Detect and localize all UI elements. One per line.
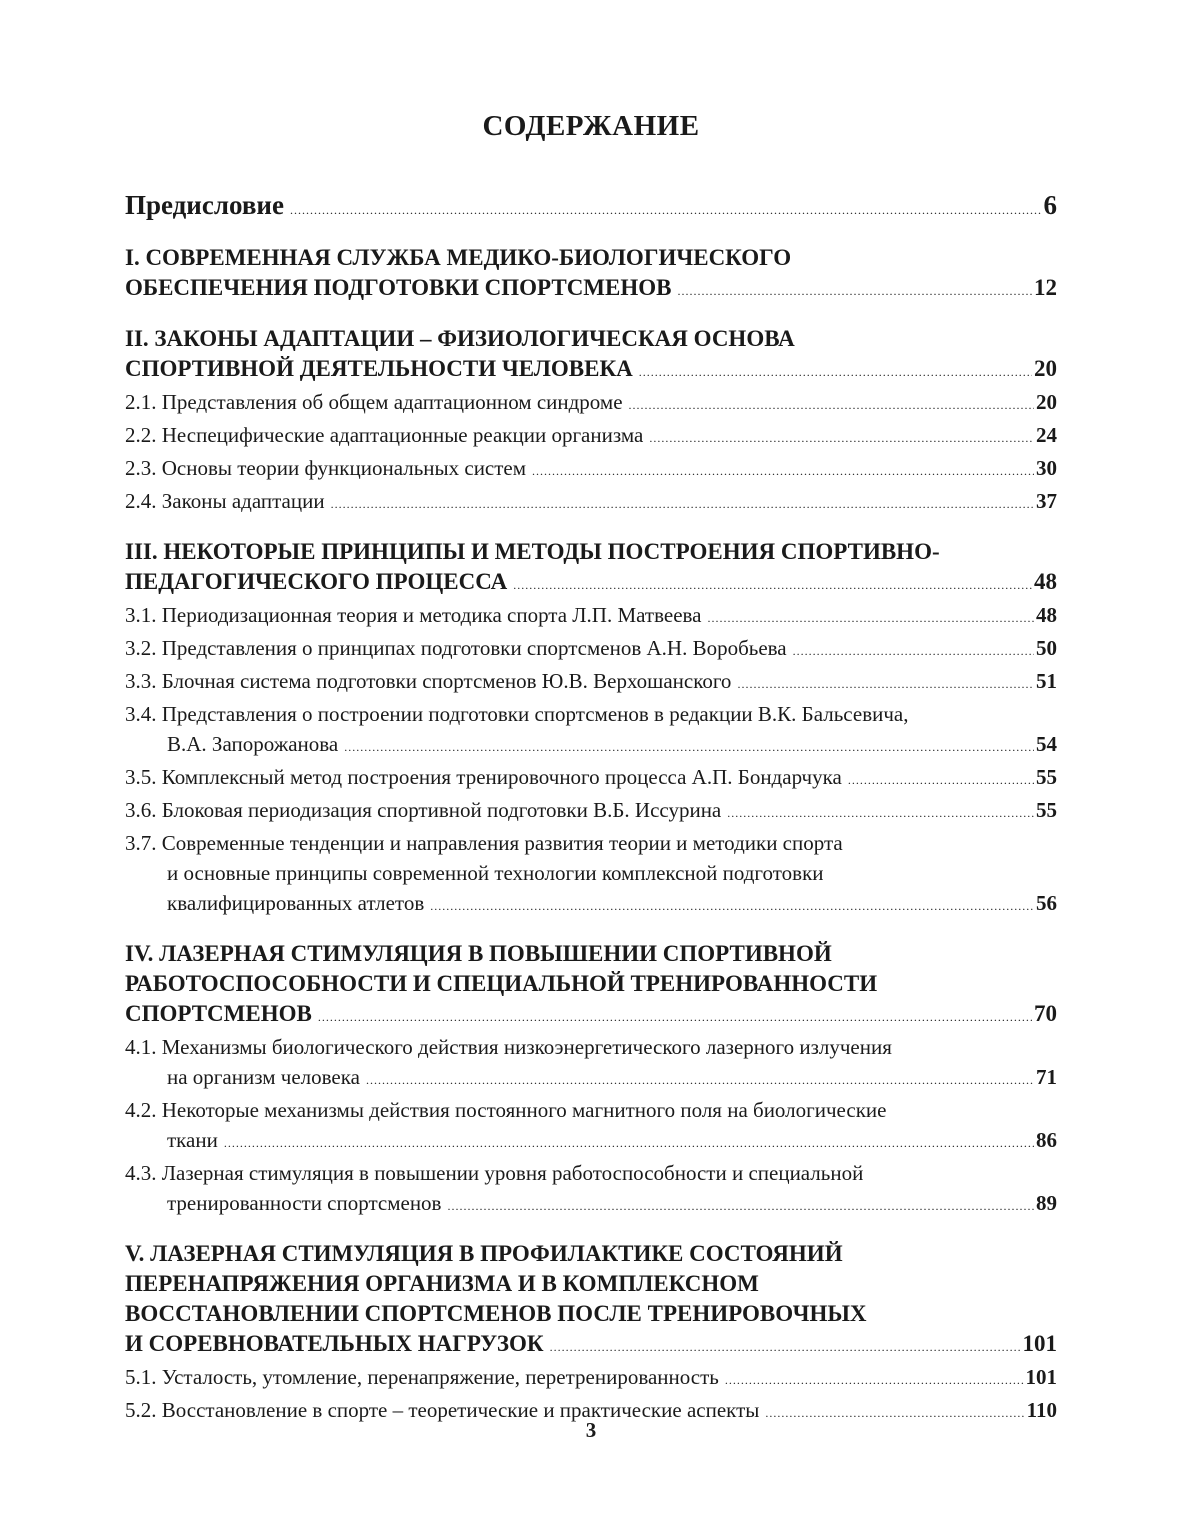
item-text-line: 4.1. Механизмы биологического действия низкоэнергетического лазерного излучения: [125, 1035, 892, 1059]
item-entry: [125, 600, 1057, 633]
leader-dots: [366, 1065, 1034, 1095]
item-text-line: 3.4. Представления о построении подготовки спортсменов в редакции В.К. Бальсевича,: [125, 702, 909, 726]
leader-dots: [513, 570, 1032, 600]
item-title: 2.4. Законы адаптации: [125, 489, 325, 513]
item-page: 55: [1036, 798, 1057, 822]
toc-item[interactable]: [125, 795, 1057, 828]
item-page: 51: [1036, 669, 1057, 693]
page-title: СОДЕРЖАНИЕ: [482, 110, 700, 142]
section-title: ОБЕСПЕЧЕНИЯ ПОДГОТОВКИ СПОРТСМЕНОВ: [125, 275, 672, 300]
section-page: 20: [1034, 356, 1057, 381]
item-text-line: и основные принципы современной технологии комплексной подготовки: [167, 861, 824, 885]
section-page: 70: [1034, 1001, 1057, 1026]
table-of-contents: [125, 186, 1057, 1446]
leader-dots: [430, 891, 1034, 921]
item-page: 24: [1036, 423, 1057, 447]
item-page: 54: [1036, 732, 1057, 756]
section-title: СПОРТИВНОЙ ДЕЯТЕЛЬНОСТИ ЧЕЛОВЕКА: [125, 356, 633, 381]
preface-label: Предисловие: [125, 190, 284, 220]
item-entry: [125, 387, 1057, 420]
leader-dots: [677, 276, 1032, 306]
sections-list: [125, 243, 1057, 1428]
section-title-line: ВОССТАНОВЛЕНИИ СПОРТСМЕНОВ ПОСЛЕ ТРЕНИРОВОЧНЫХ: [125, 1301, 867, 1326]
preface-page: 6: [1043, 190, 1057, 220]
item-entry: [125, 729, 1057, 762]
item-page: 86: [1036, 1128, 1057, 1152]
item-title: 3.2. Представления о принципах подготовки спортсменов А.Н. Воробьева: [125, 636, 787, 660]
toc-item[interactable]: [125, 387, 1057, 420]
item-page: 37: [1036, 489, 1057, 513]
item-title: ткани: [167, 1128, 218, 1152]
item-entry: [125, 420, 1057, 453]
leader-dots: [344, 732, 1034, 762]
item-text-line: 3.7. Современные тенденции и направления развития теории и методики спорта: [125, 831, 843, 855]
preface-entry[interactable]: [125, 186, 1057, 229]
section-entry[interactable]: [125, 1329, 1057, 1362]
leader-dots: [725, 1365, 1024, 1395]
item-title: на организм человека: [167, 1065, 360, 1089]
item-title: 3.6. Блоковая периодизация спортивной подготовки В.Б. Иссурина: [125, 798, 722, 822]
section-entry[interactable]: [125, 354, 1057, 387]
section-title: ПЕДАГОГИЧЕСКОГО ПРОЦЕССА: [125, 569, 508, 594]
section-title-line: РАБОТОСПОСОБНОСТИ И СПЕЦИАЛЬНОЙ ТРЕНИРОВАННОСТИ: [125, 971, 878, 996]
leader-dots: [707, 603, 1034, 633]
toc-section: [125, 537, 1057, 921]
leader-dots: [318, 1002, 1032, 1032]
toc-item[interactable]: [125, 600, 1057, 633]
toc-item[interactable]: [125, 453, 1057, 486]
item-page: 48: [1036, 603, 1057, 627]
item-title: 2.3. Основы теории функциональных систем: [125, 456, 527, 480]
toc-item[interactable]: [125, 1032, 1057, 1095]
toc-section: [125, 1239, 1057, 1428]
item-title: В.А. Запорожанова: [167, 732, 339, 756]
section-title-line: III. НЕКОТОРЫЕ ПРИНЦИПЫ И МЕТОДЫ ПОСТРОЕНИЯ СПОРТИВНО-: [125, 539, 940, 564]
section-title-line: V. ЛАЗЕРНАЯ СТИМУЛЯЦИЯ В ПРОФИЛАКТИКЕ СОСТОЯНИЙ: [125, 1241, 843, 1266]
item-entry: [125, 1362, 1057, 1395]
leader-dots: [629, 390, 1034, 420]
item-page: 71: [1036, 1065, 1057, 1089]
toc-item[interactable]: [125, 1362, 1057, 1395]
toc-item[interactable]: [125, 420, 1057, 453]
section-title-line: ПЕРЕНАПРЯЖЕНИЯ ОРГАНИЗМА И В КОМПЛЕКСНОМ: [125, 1271, 759, 1296]
item-title: 3.1. Периодизационная теория и методика спорта Л.П. Матвеева: [125, 603, 702, 627]
section-page: 12: [1034, 275, 1057, 300]
item-entry: [125, 486, 1057, 519]
item-title: 2.1. Представления об общем адаптационном синдроме: [125, 390, 623, 414]
section-title: И СОРЕВНОВАТЕЛЬНЫХ НАГРУЗОК: [125, 1331, 544, 1356]
item-page: 55: [1036, 765, 1057, 789]
item-page: 89: [1036, 1191, 1057, 1215]
item-page: 50: [1036, 636, 1057, 660]
item-title: квалифицированных атлетов: [167, 891, 425, 915]
toc-section: [125, 324, 1057, 519]
item-title: 2.2. Неспецифические адаптационные реакции организма: [125, 423, 644, 447]
toc-item[interactable]: [125, 666, 1057, 699]
section-page: 101: [1022, 1331, 1057, 1356]
toc-item[interactable]: [125, 762, 1057, 795]
toc-item[interactable]: [125, 1095, 1057, 1158]
leader-dots: [290, 191, 1042, 229]
item-page: 20: [1036, 390, 1057, 414]
toc-section: [125, 939, 1057, 1221]
leader-dots: [331, 489, 1034, 519]
leader-dots: [727, 798, 1034, 828]
item-text-line: 4.3. Лазерная стимуляция в повышении уровня работоспособности и специальной: [125, 1161, 864, 1185]
item-entry: [125, 633, 1057, 666]
leader-dots: [793, 636, 1034, 666]
item-page: 56: [1036, 891, 1057, 915]
section-title-line: I. СОВРЕМЕННАЯ СЛУЖБА МЕДИКО-БИОЛОГИЧЕСКОГО: [125, 245, 792, 270]
section-title: СПОРТСМЕНОВ: [125, 1001, 312, 1026]
item-entry: [125, 453, 1057, 486]
leader-dots: [848, 765, 1034, 795]
item-text-line: 4.2. Некоторые механизмы действия постоянного магнитного поля на биологические: [125, 1098, 887, 1122]
leader-dots: [224, 1128, 1034, 1158]
section-entry[interactable]: [125, 273, 1057, 306]
item-title: 3.3. Блочная система подготовки спортсменов Ю.В. Верхошанского: [125, 669, 732, 693]
leader-dots: [447, 1191, 1034, 1221]
toc-item[interactable]: [125, 1158, 1057, 1221]
item-entry: [125, 762, 1057, 795]
item-entry: [125, 666, 1057, 699]
item-entry: [125, 1062, 1057, 1095]
leader-dots: [737, 669, 1034, 699]
leader-dots: [532, 456, 1034, 486]
toc-item[interactable]: [125, 633, 1057, 666]
item-page: 110: [1026, 1398, 1057, 1422]
item-page: 30: [1036, 456, 1057, 480]
toc-item[interactable]: [125, 828, 1057, 921]
section-title-line: IV. ЛАЗЕРНАЯ СТИМУЛЯЦИЯ В ПОВЫШЕНИИ СПОРТИВНОЙ: [125, 941, 832, 966]
section-title-line: II. ЗАКОНЫ АДАПТАЦИИ – ФИЗИОЛОГИЧЕСКАЯ ОСНОВА: [125, 326, 795, 351]
item-title: 5.1. Усталость, утомление, перенапряжение, перетренированность: [125, 1365, 719, 1389]
toc-item[interactable]: [125, 486, 1057, 519]
item-entry: [125, 888, 1057, 921]
item-entry: [125, 1188, 1057, 1221]
toc-item[interactable]: [125, 699, 1057, 762]
section-page: 48: [1034, 569, 1057, 594]
page-number: 3: [585, 1418, 597, 1442]
section-entry[interactable]: [125, 567, 1057, 600]
item-title: 5.2. Восстановление в спорте – теоретические и практические аспекты: [125, 1398, 760, 1422]
leader-dots: [550, 1332, 1021, 1362]
leader-dots: [649, 423, 1034, 453]
item-title: тренированности спортсменов: [167, 1191, 442, 1215]
leader-dots: [639, 357, 1032, 387]
item-page: 101: [1025, 1365, 1057, 1389]
section-entry[interactable]: [125, 999, 1057, 1032]
toc-section: [125, 243, 1057, 306]
item-entry: [125, 1125, 1057, 1158]
item-title: 3.5. Комплексный метод построения тренировочного процесса А.П. Бондарчука: [125, 765, 842, 789]
item-entry: [125, 795, 1057, 828]
